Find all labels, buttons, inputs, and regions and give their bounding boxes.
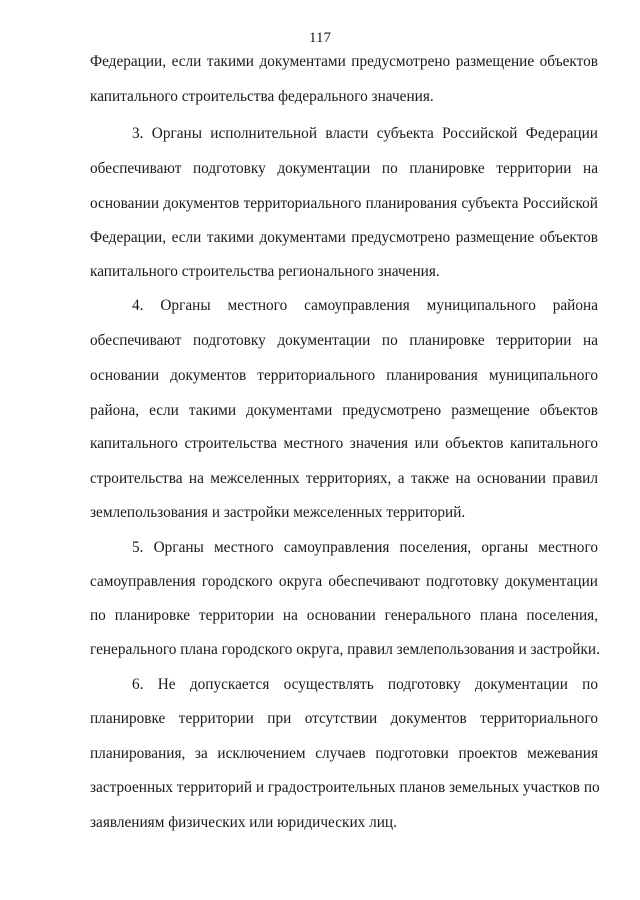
text-line: землепользования и застройки межселенных территорий. xyxy=(90,504,466,521)
text-line: основании документов территориального планирования муниципального xyxy=(90,367,598,384)
text-line: 5. Органы местного самоуправления поселения, органы местного xyxy=(132,539,598,556)
text-line: по планировке территории на основании генерального плана поселения, xyxy=(90,607,598,624)
text-line: застроенных территорий и градостроительных планов земельных участков по xyxy=(90,779,600,796)
text-line: самоуправления городского округа обеспечивают подготовку документации xyxy=(90,573,598,590)
text-line: 6. Не допускается осуществлять подготовку документации по xyxy=(132,676,598,693)
text-line: 4. Органы местного самоуправления муниципального района xyxy=(132,297,598,314)
text-line: капитального строительства регионального значения. xyxy=(90,263,440,280)
text-line: обеспечивают подготовку документации по планировке территории на xyxy=(90,160,598,177)
text-line: основании документов территориального планирования субъекта Российской xyxy=(90,195,598,212)
text-line: капитального строительства местного значения или объектов капитального xyxy=(90,435,598,452)
text-line: Федерации, если такими документами предусмотрено размещение объектов xyxy=(90,53,598,70)
text-line: планирования, за исключением случаев подготовки проектов межевания xyxy=(90,745,598,762)
text-line: генерального плана городского округа, правил землепользования и застройки. xyxy=(90,641,600,658)
page-number: 117 xyxy=(309,30,331,46)
text-line: 3. Органы исполнительной власти субъекта Российской Федерации xyxy=(132,125,598,142)
text-line: Федерации, если такими документами предусмотрено размещение объектов xyxy=(90,229,598,246)
text-line: района, если такими документами предусмотрено размещение объектов xyxy=(90,402,598,419)
text-line: заявлениям физических или юридических лиц. xyxy=(90,814,397,831)
text-line: строительства на межселенных территориях, а также на основании правил xyxy=(90,470,598,487)
text-line: капитального строительства федерального значения. xyxy=(90,88,434,105)
text-line: обеспечивают подготовку документации по планировке территории на xyxy=(90,332,598,349)
text-line: планировке территории при отсутствии документов территориального xyxy=(90,710,598,727)
